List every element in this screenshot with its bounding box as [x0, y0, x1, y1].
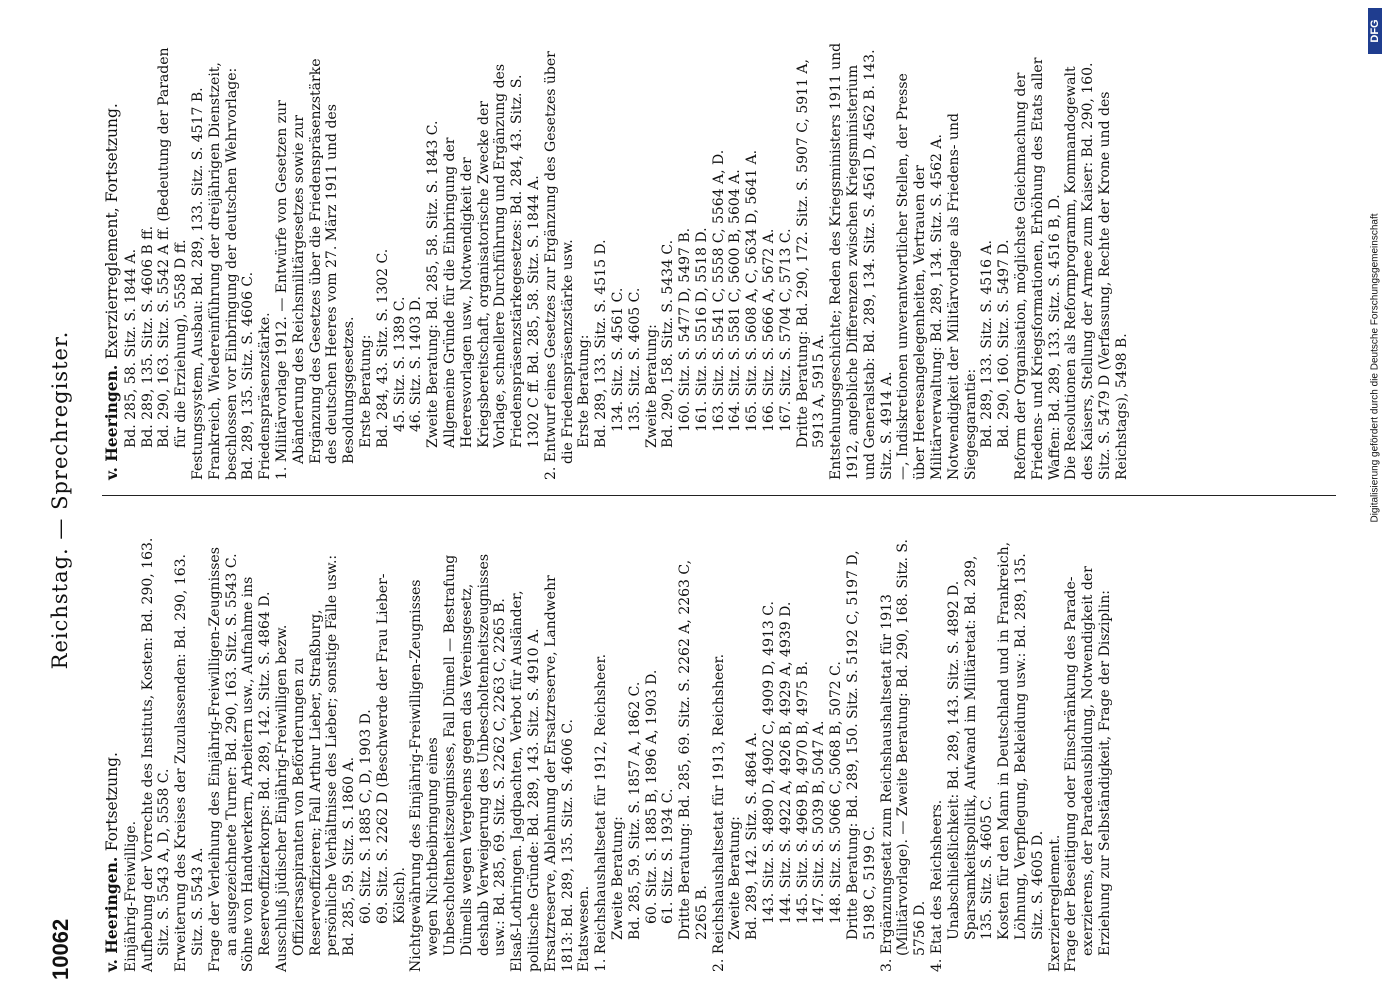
rotated-register-page [36, 20, 1346, 980]
right-heading-suffix: Exerzierreglement, Fortsetzung. [103, 103, 121, 360]
register-entry: Reform der Organisation, möglichste Gleichmachung der Friedens- und Kriegsformationen, Erhöhung des Etats aller Waffen: Bd. 289, 133. Sitz. S. 4516 B, D. [1013, 57, 1063, 480]
register-entry: 145. Sitz. S. 4969 B, 4970 B, 4975 B. [794, 661, 811, 924]
page-number: 10062 [48, 918, 73, 980]
register-entry: Bd. 289, 135. Sitz. S. 4606 B ff. [139, 225, 156, 448]
register-entry: Dritte Beratung: Bd. 285, 69. Sitz. S. 2262 A, 2263 C, 2265 B. [677, 559, 710, 940]
register-entry: 160. Sitz. S. 5477 D, 5497 B. [677, 227, 694, 432]
register-entry: Frankreich, Wiedereinführung der dreijährigen Dienstzeit, beschlossen vor Einbringung der deutschen Wehrvorlage: Bd. 289, 135. Sitz. S. 4606 C. [206, 62, 257, 480]
register-entry: Entstehungsgeschichte; Reden des Kriegsministers 1911 und 1912, angebliche Differenzen zwischen Kriegsministerium und Generalstab: Bd. 289, 134. Sitz. S. 4561 D, 4562 B. 143. Sitz. S. 4914 A. [828, 42, 895, 480]
register-entry: Bd. 290, 160. Sitz. S. 5497 D. [996, 239, 1013, 448]
register-entry: Söhne von Handwerkern, Arbeitern usw., Aufnahme ins Reserveoffizierkorps: Bd. 289, 142. Sitz. S. 4864 D. [240, 576, 274, 972]
dfg-side-note [1368, 8, 1382, 988]
register-entry: 167. Sitz. S. 5704 C, 5713 C. [777, 228, 794, 432]
register-entry: Friedenspräsenzstärke. [257, 312, 274, 480]
register-entry: Dritte Beratung: Bd. 290, 172. Sitz. S. 5907 C, 5911 A, 5913 A, 5915 A. [794, 59, 828, 448]
register-entry: Nichtgewährung des Einjährig-Freiwilligen-Zeugnisses wegen Nichtbeibringung eines Unbescholtenheitszeugnisses, Fall Dümell — Bestrafung Dümells wegen Vergehens gegen das Vereinsgesetz, deshalb Verweigerung des Unbescholtenheitszeugnisses usw.: Bd. 285, 69. Sitz. S. 2262 C, 2263 C, 2265 B. [408, 553, 509, 972]
register-entry: Zweite Beratung: Bd. 285, 58. Sitz. S. 1843 C. [425, 120, 442, 448]
register-entry: Exerzierreglement. [1046, 834, 1063, 972]
register-entry: Bd. 284, 43. Sitz. S. 1302 C. [374, 248, 391, 448]
column-divider [102, 495, 1336, 496]
register-entry: 61. Sitz. S. 1934 C. [660, 788, 677, 924]
register-entry: 135. Sitz. S. 4605 C. [626, 287, 643, 432]
register-entry: 134. Sitz. S. 4561 C. [609, 287, 626, 432]
register-entry: Frage der Beseitigung oder Einschränkung des Parade-exerzierens, der Paradeausbildung, Notwendigkeit der Erziehung zur Selbständigkeit, Frage der Disziplin: [1063, 566, 1114, 972]
left-heading-name: v. Heeringen. [102, 856, 121, 972]
register-entry: 2. Reichshaushaltsetat für 1913, Reichsheer. [710, 653, 727, 972]
right-column-heading [104, 40, 121, 480]
register-entry: Bd. 289, 133. Sitz. S. 4516 A. [979, 240, 996, 448]
register-entry: Frage der Verleihung des Einjährig-Freiwilligen-Zeugnisses an ausgezeichnete Turner: Bd. 290, 163. Sitz. S. 5543 C. [206, 547, 240, 972]
register-entry: Festungssystem, Ausbau: Bd. 289, 133. Sitz. S. 4517 B. [189, 87, 206, 480]
register-entry: 163. Sitz. S. 5541 C, 5558 C, 5564 A, D. [710, 149, 727, 432]
register-entry: Allgemeine Gründe für die Einbringung der Heeresvorlagen usw., Notwendigkeit der Kriegsbereitschaft, organisatorische Zwecke der Vorlage, schnellere Durchführung und Ergänzung des Friedenspräsenzstärkegesetzes: Bd. 284, 43. Sitz. S. 1302 C ff. Bd. 285, 58. Sitz. S. 1844 A. [441, 63, 542, 448]
register-entry: 164. Sitz. S. 5581 C, 5600 B, 5604 A. [727, 169, 744, 432]
register-entry: Bd. 285, 58. Sitz. S. 1844 A. [122, 248, 139, 448]
register-entry: 148. Sitz. S. 5066 C, 5068 B, 5072 C. [828, 661, 845, 924]
register-entry: Zweite Beratung: [609, 816, 626, 940]
dfg-funding-note: Digitalisierung gefördert durch die Deutsche Forschungsgemeinschaft [1369, 213, 1381, 523]
left-heading-suffix: Fortsetzung. [103, 752, 121, 852]
register-entry: Ersatzreserve, Ablehnung der Ersatzreserve, Landwehr 1813: Bd. 289, 135. Sitz. S. 4606 C. [542, 575, 576, 972]
right-heading-name: v. Heeringen. [102, 364, 121, 480]
register-entry: 60. Sitz. S. 1885 C, D, 1903 D. [357, 709, 374, 924]
register-entry: Elsaß-Lothringen. Jagdpachten, Verbot für Ausländer, politische Gründe: Bd. 289, 143. Sitz. S. 4910 A. [509, 590, 542, 972]
running-header [36, 20, 86, 980]
register-entry: Bd. 290, 163. Sitz. S. 5542 A ff. (Bedeutung der Paraden für die Erziehung), 5558 D ff. [156, 47, 190, 448]
left-entries [123, 532, 1114, 972]
register-entry: Die Resolutionen als Reformprogramm, Kommandogewalt des Kaisers, Stellung der Armee zum Kaiser: Bd. 290, 160. Sitz. S. 5479 D (Verfassung, Rechte der Krone und des Reichstags), 5498 B. [1063, 62, 1130, 480]
left-column [104, 532, 1346, 972]
register-entry: 4. Etat des Reichsheers. [929, 799, 946, 972]
right-column [104, 40, 1346, 480]
register-entry: 45. Sitz. S. 1389 C. [391, 296, 408, 432]
register-entry: Einjährig-Freiwillige. [122, 820, 139, 972]
register-entry: 3. Ergänzungsetat zum Reichshaushaltsetat für 1913 (Militärvorlage). — Zweite Beratung: Bd. 290, 168. Sitz. S. 5756 D. [878, 539, 929, 972]
register-entry: —, Indiskretionen unverantwortlicher Stellen, der Presse über Heeresangelegenheiten, Vertrauen der Militärverwaltung: Bd. 289, 134. Sitz. S. 4562 A. [895, 73, 946, 480]
register-entry: Notwendigkeit der Militärvorlage als Friedens- und Siegesgarantie: [945, 113, 979, 480]
register-entry: 143. Sitz. S. 4890 D, 4902 C, 4909 D, 4913 C. [761, 601, 778, 924]
register-entry: 166. Sitz. S. 5666 A, 5672 A. [761, 228, 778, 432]
register-entry: Sparsamkeitspolitik, Aufwand im Militäretat: Bd. 289, 135. Sitz. S. 4605 C. [962, 555, 996, 940]
register-entry: Etatswesen. [576, 885, 593, 972]
register-entry: Dritte Beratung: Bd. 289, 150. Sitz. S. 5192 C, 5197 D, 5198 C, 5199 C. [845, 550, 878, 940]
register-entry: Erste Beratung: [357, 334, 374, 448]
register-entry: 161. Sitz. S. 5516 D, 5518 D. [693, 227, 710, 432]
register-entry: Bd. 290, 158. Sitz. S. 5434 C. [660, 239, 677, 448]
register-entry: Bd. 285, 59. Sitz. S. 1857 A, 1862 C. [626, 681, 643, 940]
register-entry: 2. Entwurf eines Gesetzes zur Ergänzung des Gesetzes über die Friedenspräsenzstärke usw. [542, 51, 576, 480]
register-entry: 144. Sitz. S. 4922 A, 4926 B, 4929 A, 4939 D. [777, 601, 794, 924]
running-title: Reichstag. — Sprechregister. [48, 330, 72, 670]
register-entry: 69. Sitz. S. 2262 D (Beschwerde der Frau Lieber-Kölsch). [374, 573, 408, 924]
register-entry: 165. Sitz. S. 5608 A, C, 5634 D, 5641 A. [744, 149, 761, 432]
register-entry: 1. Militärvorlage 1912. — Entwürfe von Gesetzen zur Abänderung des Reichsmilitärgesetzes sowie zur Ergänzung des Gesetzes über die Friedenspräsenzstärke des deutschen Heeres vom 27. März 1911 und des Besoldungsgesetzes. [273, 58, 358, 480]
register-entry: Ausschluß jüdischer Einjährig-Freiwilligen bezw. Offiziersaspiranten von Beförderungen zu Reserveoffizieren; Fall Arthur Lieber, Straßburg, persönliche Verhältnisse des Lieber; sonstige Fälle usw.: Bd. 285, 59. Sitz. S. 1860 A. [273, 554, 358, 972]
register-entry: 1. Reichshaushaltsetat für 1912, Reichsheer. [593, 653, 610, 972]
register-entry: Zweite Beratung: [643, 324, 660, 448]
register-entry: Bd. 289, 133. Sitz. S. 4515 D. [593, 239, 610, 448]
left-column-heading [104, 532, 121, 972]
register-entry: Erweiterung des Kreises der Zuzulassenden: Bd. 290, 163. Sitz. S. 5543 A. [173, 553, 206, 972]
register-entry: 147. Sitz. S. 5039 B, 5047 A. [811, 720, 828, 924]
register-entry: 60. Sitz. S. 1885 B, 1896 A, 1903 D. [643, 669, 660, 924]
register-entry: Kosten für den Mann in Deutschland und in Frankreich, Löhnung, Verpflegung, Bekleidung usw.: Bd. 289, 135. Sitz. S. 4605 D. [996, 541, 1046, 940]
right-entries [123, 40, 1131, 480]
register-entry: 46. Sitz. S. 1403 D. [408, 296, 425, 432]
register-entry: Zweite Beratung: [727, 816, 744, 940]
register-entry: Unabschließlichkeit: Bd. 289, 143. Sitz. S. 4892 D. [945, 580, 962, 940]
register-entry: Bd. 289, 142. Sitz. S. 4864 A. [744, 732, 761, 940]
register-entry: Aufhebung der Vorrechte des Instituts, Kosten: Bd. 290, 163. Sitz. S. 5543 A, D, 5558 C. [139, 537, 173, 972]
register-entry: Erste Beratung: [576, 334, 593, 448]
dfg-logo: DFG [1368, 8, 1382, 54]
